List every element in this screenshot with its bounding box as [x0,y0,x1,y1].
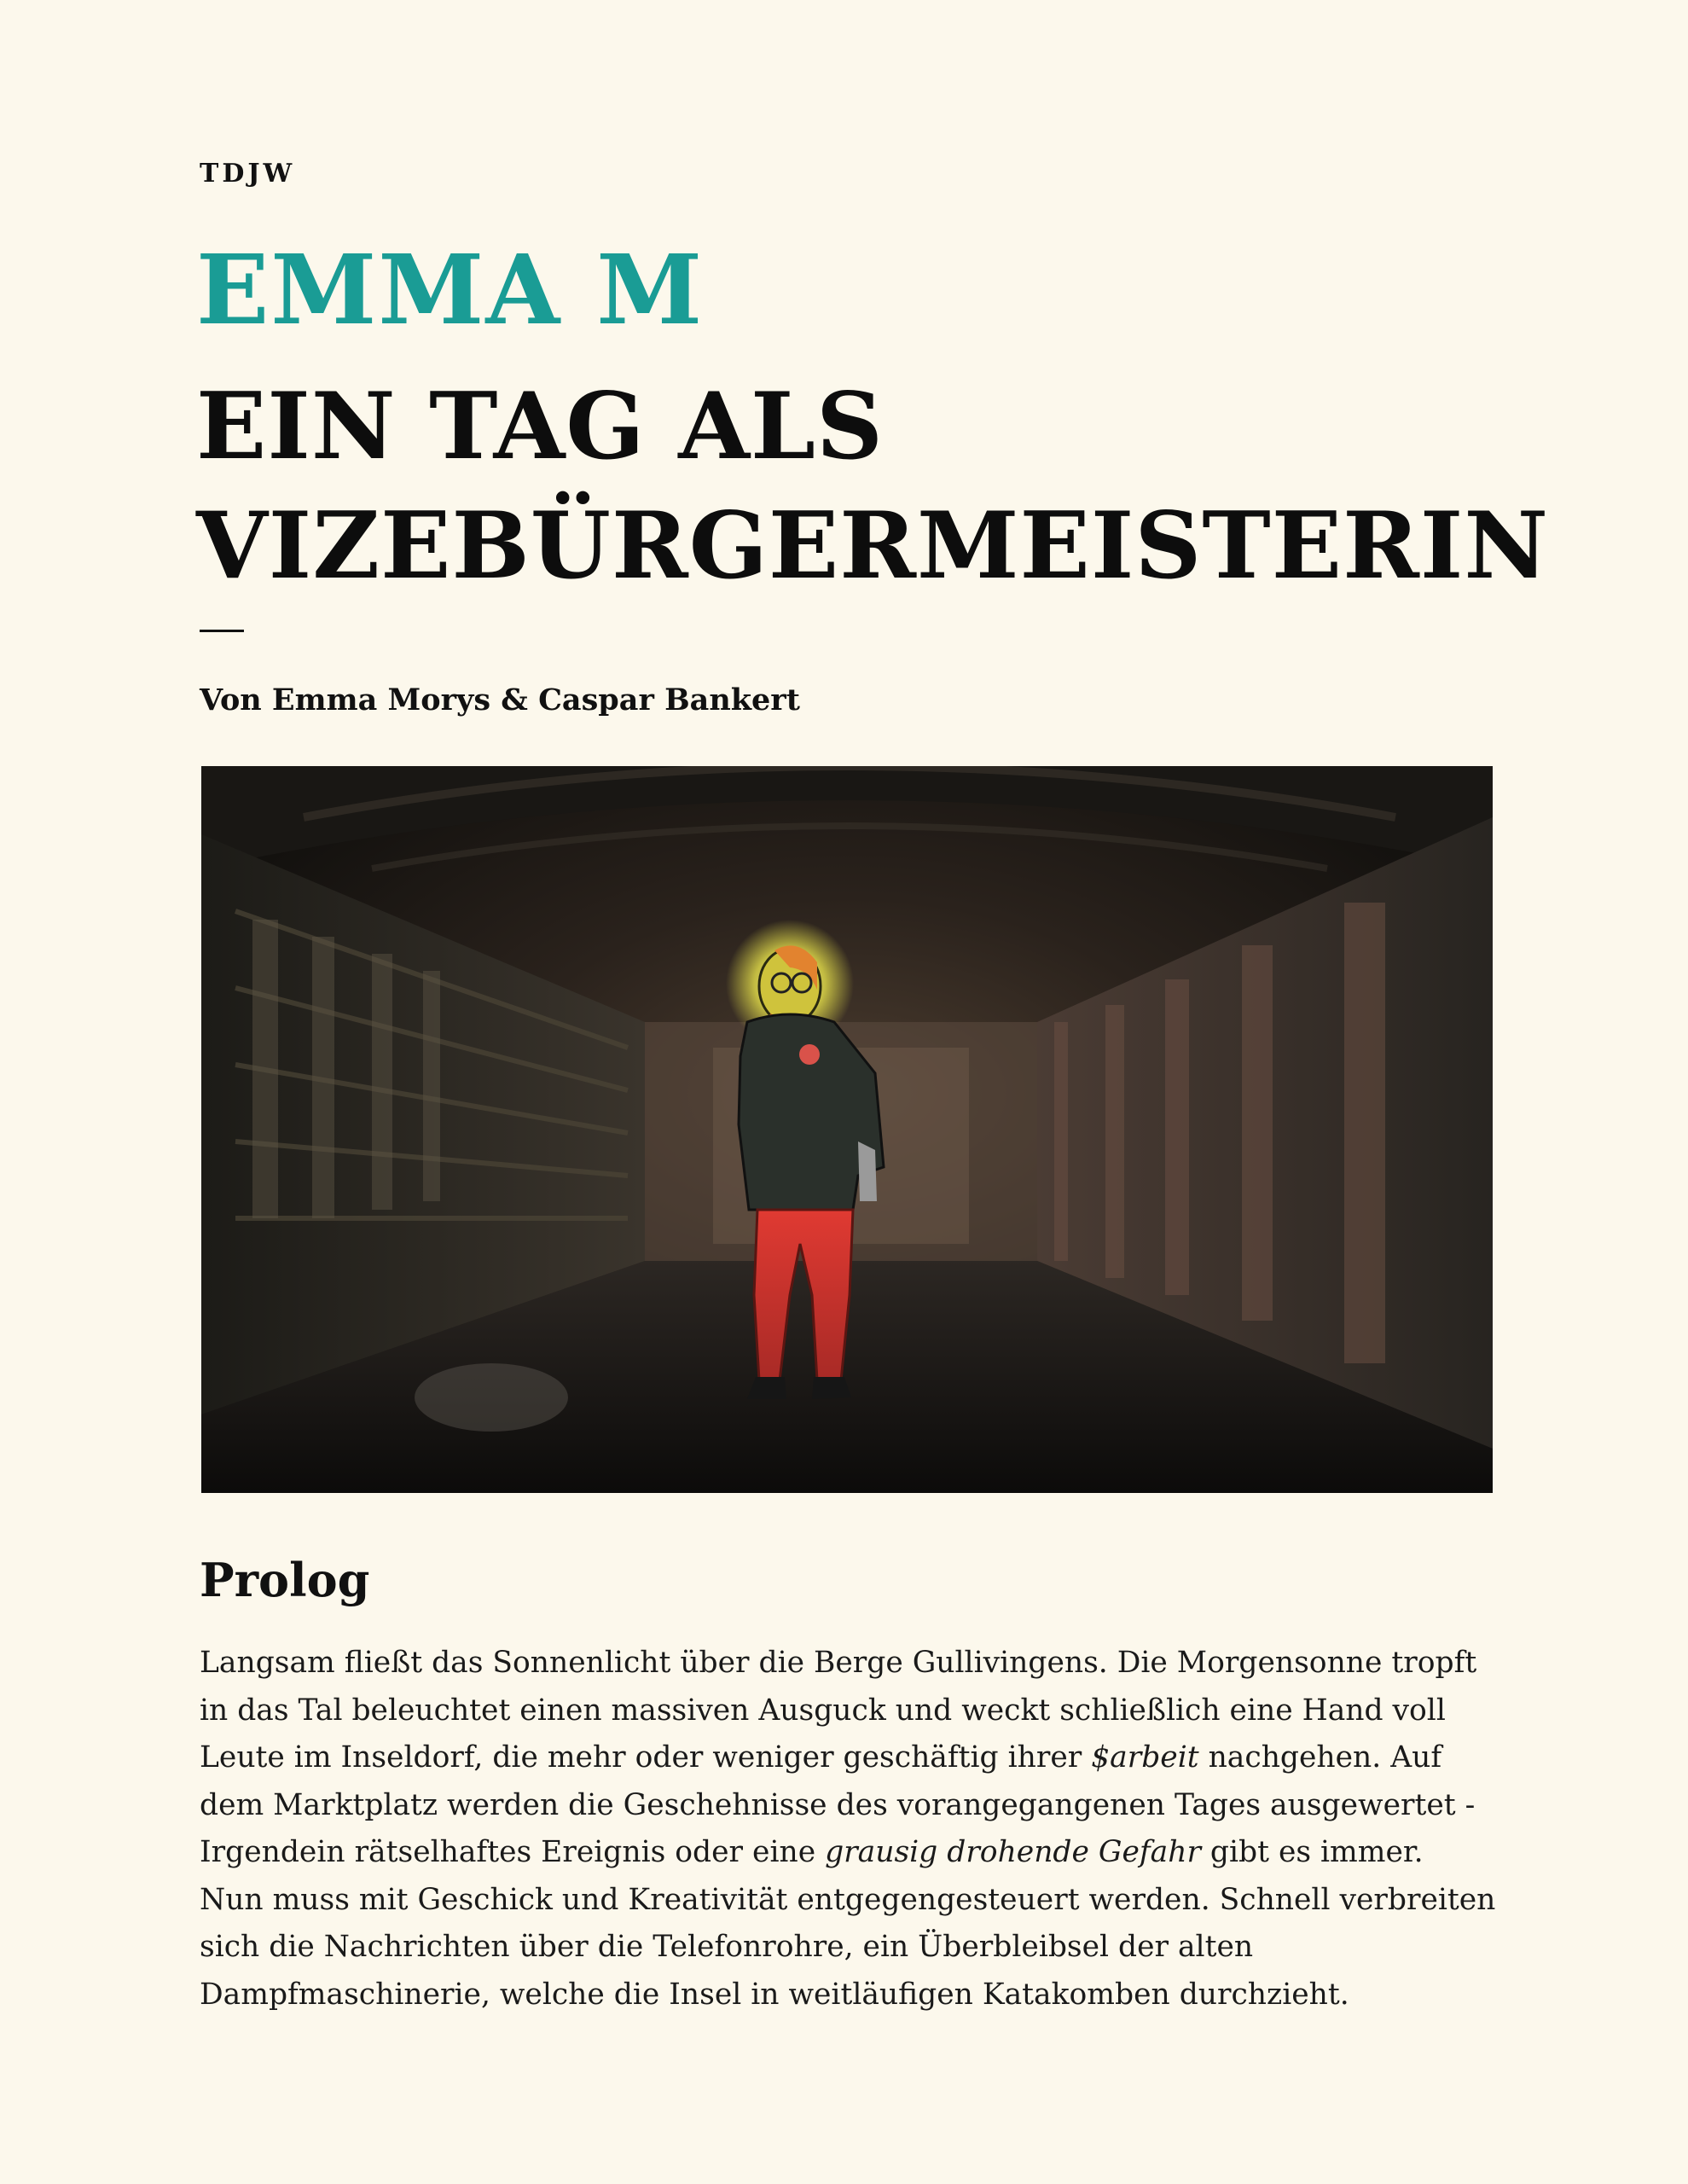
prolog-paragraph [200,1640,1496,2018]
publication-kicker: TDJW [200,159,296,189]
title-line-2: VIZEBÜRGERMEISTERIN [196,492,1550,600]
hero-illustration [201,766,1493,1493]
title-line-1: EIN TAG ALS [196,373,884,480]
prolog-text-part-1: Langsam fließt das Sonnenlicht über die Berge Gullivingens. Die Morgensonne tropft in das Tal beleuchtet einen massiven Ausguck und weckt schließlich eine Hand voll Leute im Inseldorf, die mehr oder weniger geschäftig ihrer [200,1646,1477,1774]
section-title: Prolog [200,1553,370,1607]
byline: Von Emma Morys & Caspar Bankert [200,682,800,717]
prolog-emphasis-gefahr: grausig drohende Gefahr [825,1835,1201,1869]
prolog-emphasis-arbeit: $arbeit [1091,1740,1199,1774]
author-heading: EMMA M [196,235,705,346]
prolog-text-part-3: gibt es immer. Nun muss mit Geschick und Kreativität entgegengesteuert werden. Schnell verbreiten sich die Nachrichten über die Telefonrohre, ein Überbleibsel der alten Dampfmaschinerie, welche die Insel in weitläufigen Katakomben durchzieht. [200,1835,1496,2012]
prolog-text-part-2: nachgehen. Auf dem Marktplatz werden die Geschehnisse des vorangegangenen Tages ausgewertet - Irgendein rätselhaftes Ereignis oder eine [200,1740,1476,1869]
page-title [196,367,1550,606]
title-divider [200,630,244,632]
